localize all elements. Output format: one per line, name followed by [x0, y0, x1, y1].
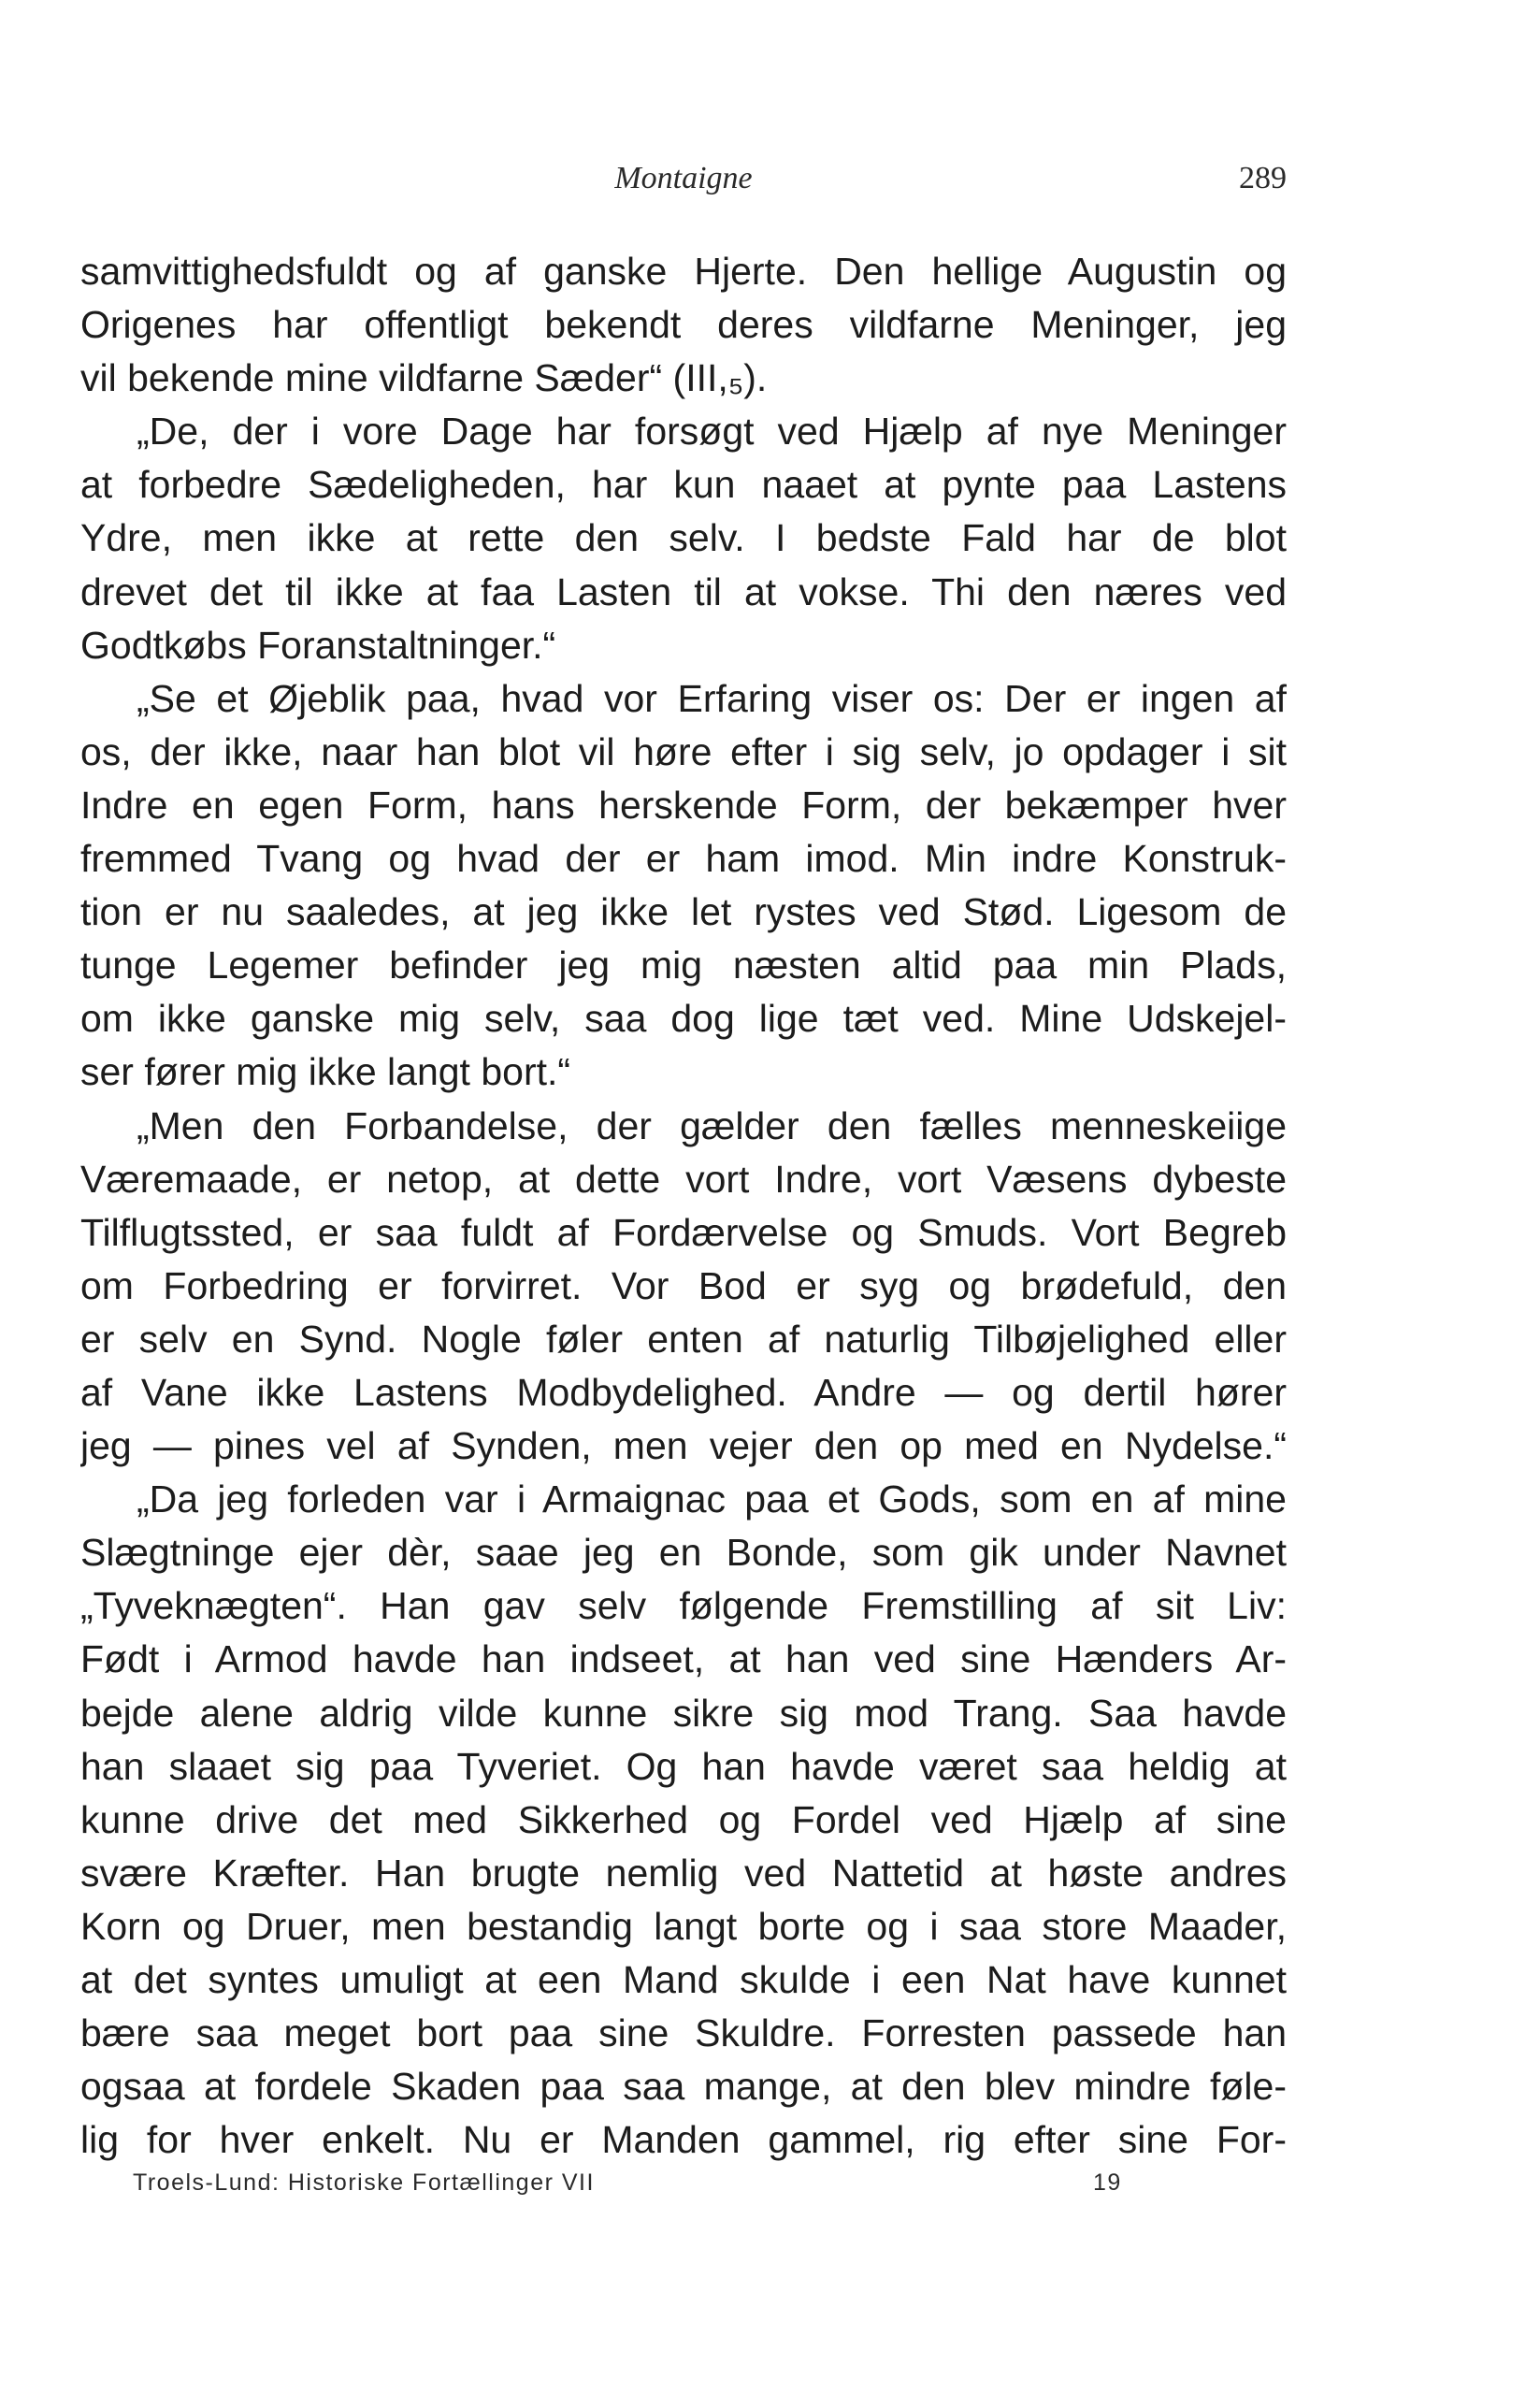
text-line: ser fører mig ikke langt bort.“ [80, 1050, 571, 1094]
printer-signature [133, 2164, 1124, 2201]
text-line: Slægtninge ejer dèr, saae jeg en Bonde, som gik under Navnet [80, 1531, 1287, 1575]
text-line: svære Kræfter. Han brugte nemlig ved Nattetid at høste andres [80, 1851, 1287, 1895]
text-line: Origenes har offentligt bekendt deres vildfarne Meninger, jeg [80, 303, 1287, 347]
text-line: „Da jeg forleden var i Armaignac paa et Gods, som en af mine [137, 1477, 1287, 1521]
text-line: han slaaet sig paa Tyveriet. Og han havde været saa heldig at [80, 1744, 1287, 1788]
text-line: Født i Armod havde han indseet, at han ved sine Hænders Ar- [80, 1637, 1287, 1681]
text-line: ogsaa at fordele Skaden paa saa mange, at den blev mindre føle- [80, 2065, 1287, 2109]
body-text [80, 245, 1287, 2167]
text-line: tion er nu saaledes, at jeg ikke let rystes ved Stød. Ligesom de [80, 890, 1287, 934]
text-line: jeg — pines vel af Synden, men vejer den op med en Nydelse.“ [80, 1424, 1287, 1468]
text-line: Ydre, men ikke at rette den selv. I bedste Fald har de blot [80, 516, 1287, 560]
text-line: „Tyveknægten“. Han gav selv følgende Fremstilling af sit Liv: [80, 1584, 1287, 1628]
running-title: Montaigne [614, 161, 753, 195]
signature-sheet-number: 19 [1093, 2169, 1122, 2196]
text-line: kunne drive det med Sikkerhed og Fordel ved Hjælp af sine [80, 1797, 1287, 1841]
text-line: bære saa meget bort paa sine Skuldre. Forresten passede han [80, 2011, 1287, 2055]
text-line: Korn og Druer, men bestandig langt borte og i saa store Maader, [80, 1904, 1287, 1948]
text-line: om ikke ganske mig selv, saa dog lige tæt ved. Mine Udskejel- [80, 997, 1287, 1041]
text-line: Indre en egen Form, hans herskende Form, der bekæmper hver [80, 783, 1287, 827]
text-line: Væremaade, er netop, at dette vort Indre, vort Væsens dybeste [80, 1157, 1287, 1201]
text-line: drevet det til ikke at faa Lasten til at vokse. Thi den næres ved [80, 569, 1287, 613]
text-line: os, der ikke, naar han blot vil høre efter i sig selv, jo opdager i sit [80, 729, 1287, 773]
running-head [80, 155, 1287, 202]
text-line: bejde alene aldrig vilde kunne sikre sig mod Trang. Saa havde [80, 1691, 1287, 1735]
text-line: samvittighedsfuldt og af ganske Hjerte. Den hellige Augustin og [80, 250, 1287, 293]
text-line: om Forbedring er forvirret. Vor Bod er syg og brødefuld, den [80, 1263, 1287, 1307]
text-line: „De, der i vore Dage har forsøgt ved Hjælp af nye Meninger [137, 410, 1287, 454]
text-line: „Se et Øjeblik paa, hvad vor Erfaring viser os: Der er ingen af [137, 676, 1287, 720]
text-line: er selv en Synd. Nogle føler enten af naturlig Tilbøjelighed eller [80, 1317, 1287, 1361]
text-line: lig for hver enkelt. Nu er Manden gammel, rig efter sine For- [80, 2118, 1287, 2162]
text-line: fremmed Tvang og hvad der er ham imod. Min indre Konstruk- [80, 837, 1287, 881]
page-number: 289 [1239, 161, 1287, 195]
text-line: af Vane ikke Lastens Modbydelighed. Andre — og dertil hører [80, 1370, 1287, 1414]
text-line: vil bekende mine vildfarne Sæder“ (III,₅). [80, 356, 768, 400]
text-line: Tilflugtssted, er saa fuldt af Fordærvelse og Smuds. Vort Begreb [80, 1210, 1287, 1254]
text-line: at det syntes umuligt at een Mand skulde i een Nat have kunnet [80, 1958, 1287, 2001]
signature-title: Troels-Lund: Historiske Fortællinger VII [133, 2169, 595, 2196]
text-line: „Men den Forbandelse, der gælder den fælles menneskeiige [137, 1103, 1287, 1147]
text-line: at forbedre Sædeligheden, har kun naaet at pynte paa Lastens [80, 463, 1287, 507]
text-line: Godtkøbs Foranstaltninger.“ [80, 623, 556, 667]
text-line: tunge Legemer befinder jeg mig næsten altid paa min Plads, [80, 944, 1287, 987]
